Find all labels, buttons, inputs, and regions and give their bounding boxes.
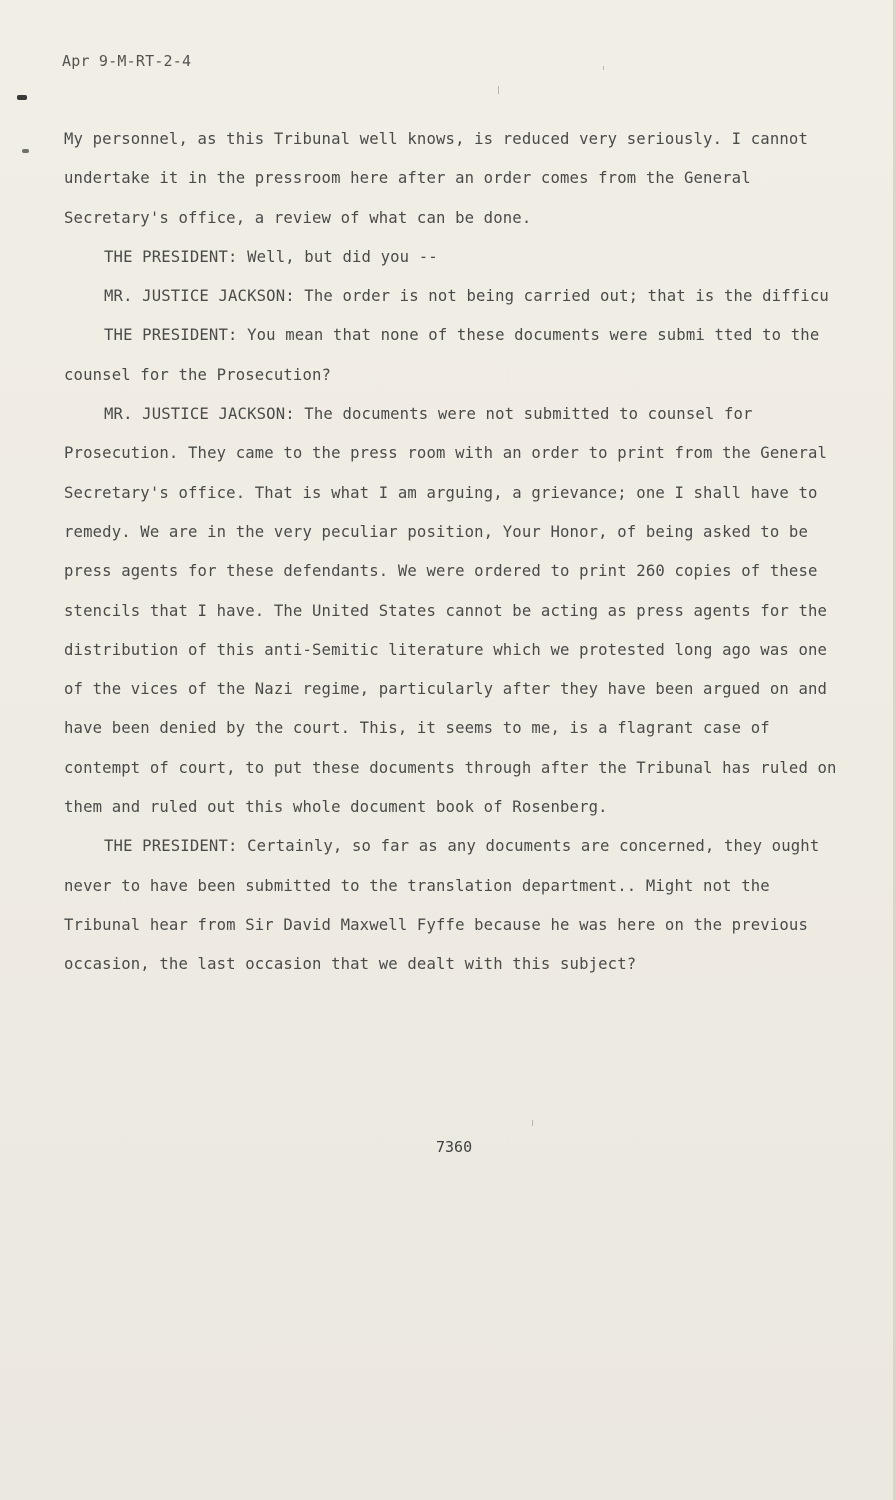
transcript-line: of the vices of the Nazi regime, particularly after they have been argued on and [64, 680, 828, 699]
hole-punch-mark [22, 149, 29, 153]
transcript-line: never to have been submitted to the translation department.. Might not the [64, 876, 770, 895]
transcript-line: them and ruled out this whole document book of Rosenberg. [64, 798, 608, 817]
paper-speck [498, 86, 499, 94]
transcript-line: undertake it in the pressroom here after an order comes from the General [64, 169, 751, 188]
transcript-line: have been denied by the court. This, it seems to me, is a flagrant case of [64, 719, 770, 738]
transcript-line: press agents for these defendants. We were ordered to print 260 copies of these [64, 562, 818, 581]
transcript-line: counsel for the Prosecution? [64, 365, 332, 384]
paper-speck [603, 66, 604, 70]
transcript-line: occasion, the last occasion that we dealt with this subject? [64, 955, 637, 974]
transcript-line: remedy. We are in the very peculiar position, Your Honor, of being asked to be [64, 522, 808, 541]
transcript-line: THE PRESIDENT: Certainly, so far as any documents are concerned, they ought [104, 837, 820, 856]
transcript-line: MR. JUSTICE JACKSON: The documents were not submitted to counsel for [104, 405, 753, 424]
transcript-line: THE PRESIDENT: Well, but did you -- [104, 247, 438, 266]
transcript-body [64, 120, 864, 985]
transcript-line: THE PRESIDENT: You mean that none of these documents were submi tted to the [104, 326, 820, 345]
transcript-line: distribution of this anti-Semitic literature which we protested long ago was one [64, 640, 828, 659]
transcript-line: contempt of court, to put these documents through after the Tribunal has ruled on [64, 758, 837, 777]
transcript-line: Tribunal hear from Sir David Maxwell Fyffe because he was here on the previous [64, 915, 808, 934]
document-reference: Apr 9-M-RT-2-4 [62, 52, 192, 70]
transcript-line: Secretary's office, a review of what can be done. [64, 208, 532, 227]
transcript-line: stencils that I have. The United States cannot be acting as press agents for the [64, 601, 828, 620]
transcript-line: Secretary's office. That is what I am arguing, a grievance; one I shall have to [64, 483, 818, 502]
transcript-line: My personnel, as this Tribunal well knows, is reduced very seriously. I cannot [64, 130, 808, 148]
transcript-line: MR. JUSTICE JACKSON: The order is not being carried out; that is the difficu [104, 287, 829, 306]
hole-punch-mark [17, 95, 27, 100]
transcript-line: Prosecution. They came to the press room with an order to print from the General [64, 444, 828, 463]
page-number: 7360 [436, 1138, 473, 1156]
paper-speck [532, 1120, 533, 1126]
